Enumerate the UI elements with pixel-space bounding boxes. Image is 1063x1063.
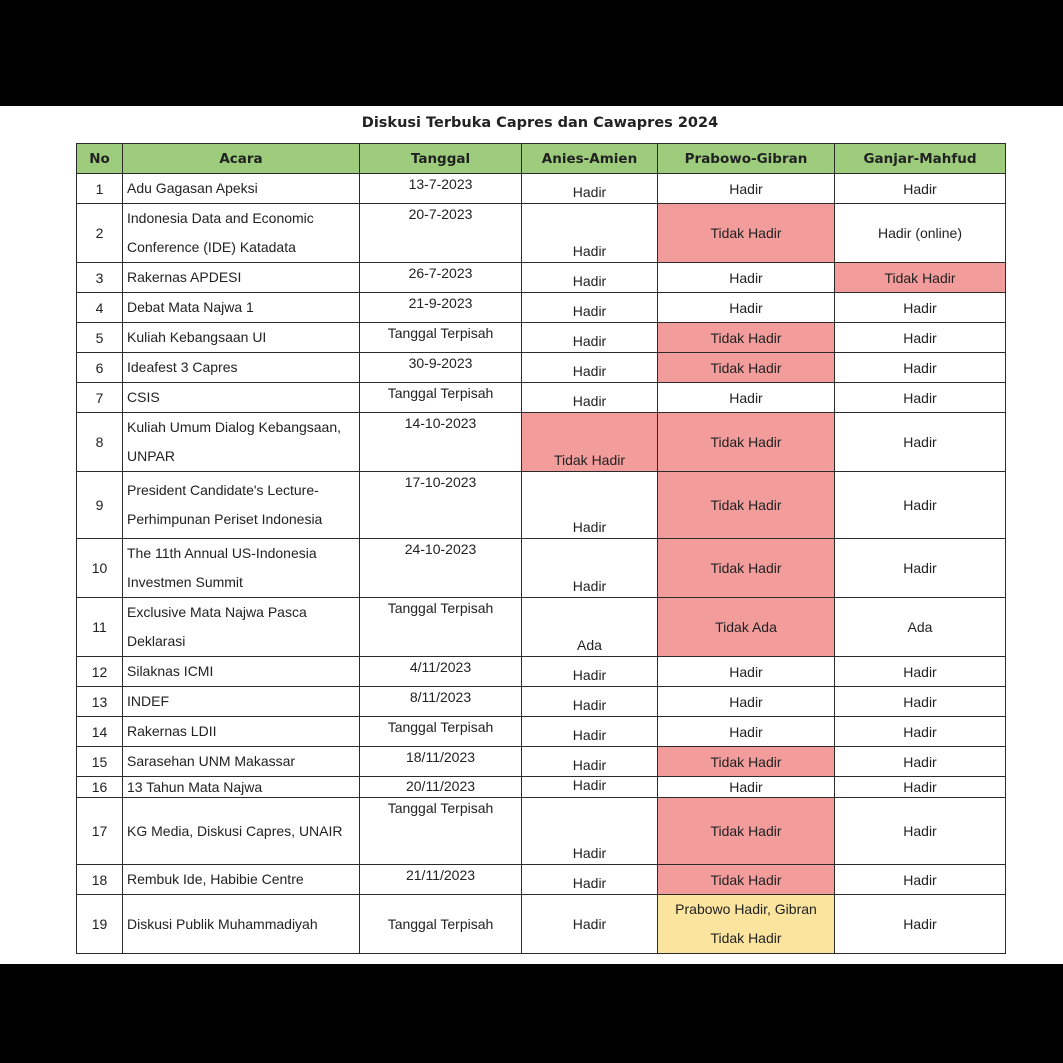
cell-ganjar-mahfud: Ada <box>835 598 1006 657</box>
cell-tanggal: 21-9-2023 <box>360 293 522 323</box>
cell-ganjar-mahfud: Hadir <box>835 472 1006 539</box>
cell-acara: Ideafest 3 Capres <box>123 353 360 383</box>
cell-ganjar-mahfud: Hadir <box>835 798 1006 865</box>
cell-tanggal: 4/11/2023 <box>360 657 522 687</box>
table-row <box>77 383 1006 413</box>
cell-prabowo-gibran: Prabowo Hadir, Gibran Tidak Hadir <box>658 895 835 954</box>
cell-prabowo-gibran: Hadir <box>658 383 835 413</box>
cell-prabowo-gibran: Hadir <box>658 717 835 747</box>
cell-anies-amien: Hadir <box>522 865 658 895</box>
cell-no: 11 <box>77 598 123 657</box>
cell-anies-amien: Hadir <box>522 383 658 413</box>
cell-ganjar-mahfud: Hadir <box>835 865 1006 895</box>
cell-anies-amien: Hadir <box>522 687 658 717</box>
cell-tanggal: 14-10-2023 <box>360 413 522 472</box>
cell-no: 3 <box>77 263 123 293</box>
header-no: No <box>77 144 123 174</box>
cell-ganjar-mahfud: Hadir <box>835 895 1006 954</box>
table-row <box>77 747 1006 777</box>
cell-ganjar-mahfud: Hadir <box>835 413 1006 472</box>
cell-tanggal: Tanggal Terpisah <box>360 717 522 747</box>
table-row <box>77 263 1006 293</box>
cell-no: 16 <box>77 777 123 798</box>
cell-anies-amien: Hadir <box>522 657 658 687</box>
cell-ganjar-mahfud: Tidak Hadir <box>835 263 1006 293</box>
cell-ganjar-mahfud: Hadir <box>835 383 1006 413</box>
cell-tanggal: Tanggal Terpisah <box>360 895 522 954</box>
cell-acara: Debat Mata Najwa 1 <box>123 293 360 323</box>
cell-acara: Silaknas ICMI <box>123 657 360 687</box>
table-row <box>77 472 1006 539</box>
cell-acara: Rakernas LDII <box>123 717 360 747</box>
cell-tanggal: 24-10-2023 <box>360 539 522 598</box>
cell-prabowo-gibran: Hadir <box>658 263 835 293</box>
cell-anies-amien: Hadir <box>522 174 658 204</box>
table-row <box>77 657 1006 687</box>
table-row <box>77 413 1006 472</box>
cell-no: 7 <box>77 383 123 413</box>
table-row <box>77 539 1006 598</box>
cell-prabowo-gibran: Tidak Hadir <box>658 204 835 263</box>
cell-anies-amien: Hadir <box>522 798 658 865</box>
cell-anies-amien: Hadir <box>522 717 658 747</box>
table-row <box>77 598 1006 657</box>
cell-anies-amien: Hadir <box>522 204 658 263</box>
cell-acara: Rembuk Ide, Habibie Centre <box>123 865 360 895</box>
cell-no: 9 <box>77 472 123 539</box>
cell-acara: KG Media, Diskusi Capres, UNAIR <box>123 798 360 865</box>
cell-anies-amien: Hadir <box>522 777 658 798</box>
cell-ganjar-mahfud: Hadir <box>835 777 1006 798</box>
cell-ganjar-mahfud: Hadir <box>835 657 1006 687</box>
table-row <box>77 174 1006 204</box>
table-row <box>77 798 1006 865</box>
attendance-table <box>76 143 1006 954</box>
cell-prabowo-gibran: Tidak Hadir <box>658 413 835 472</box>
cell-anies-amien: Hadir <box>522 747 658 777</box>
cell-no: 1 <box>77 174 123 204</box>
table-row <box>77 865 1006 895</box>
cell-anies-amien: Hadir <box>522 353 658 383</box>
cell-acara: INDEF <box>123 687 360 717</box>
table-row <box>77 353 1006 383</box>
cell-tanggal: Tanggal Terpisah <box>360 598 522 657</box>
cell-ganjar-mahfud: Hadir <box>835 717 1006 747</box>
cell-prabowo-gibran: Tidak Hadir <box>658 798 835 865</box>
spreadsheet-sheet <box>0 106 1063 964</box>
cell-acara: Diskusi Publik Muhammadiyah <box>123 895 360 954</box>
table-row <box>77 293 1006 323</box>
header-prabowo-gibran: Prabowo-Gibran <box>658 144 835 174</box>
table-row <box>77 204 1006 263</box>
cell-acara: Indonesia Data and Economic Conference (IDE) Katadata <box>123 204 360 263</box>
cell-acara: President Candidate's Lecture-Perhimpunan Periset Indonesia <box>123 472 360 539</box>
cell-no: 19 <box>77 895 123 954</box>
cell-no: 17 <box>77 798 123 865</box>
cell-ganjar-mahfud: Hadir <box>835 747 1006 777</box>
cell-prabowo-gibran: Tidak Ada <box>658 598 835 657</box>
cell-no: 2 <box>77 204 123 263</box>
cell-acara: Exclusive Mata Najwa Pasca Deklarasi <box>123 598 360 657</box>
cell-tanggal: 18/11/2023 <box>360 747 522 777</box>
header-tanggal: Tanggal <box>360 144 522 174</box>
cell-prabowo-gibran: Hadir <box>658 174 835 204</box>
cell-ganjar-mahfud: Hadir <box>835 687 1006 717</box>
cell-anies-amien: Hadir <box>522 323 658 353</box>
cell-no: 14 <box>77 717 123 747</box>
cell-anies-amien: Hadir <box>522 472 658 539</box>
cell-acara: Kuliah Umum Dialog Kebangsaan, UNPAR <box>123 413 360 472</box>
cell-acara: Adu Gagasan Apeksi <box>123 174 360 204</box>
table-row <box>77 717 1006 747</box>
table-row <box>77 895 1006 954</box>
cell-prabowo-gibran: Tidak Hadir <box>658 353 835 383</box>
cell-prabowo-gibran: Tidak Hadir <box>658 865 835 895</box>
table-row <box>77 777 1006 798</box>
cell-ganjar-mahfud: Hadir <box>835 293 1006 323</box>
cell-ganjar-mahfud: Hadir (online) <box>835 204 1006 263</box>
cell-no: 5 <box>77 323 123 353</box>
cell-acara: Rakernas APDESI <box>123 263 360 293</box>
cell-prabowo-gibran: Hadir <box>658 777 835 798</box>
cell-prabowo-gibran: Hadir <box>658 657 835 687</box>
cell-no: 15 <box>77 747 123 777</box>
table-row <box>77 323 1006 353</box>
cell-anies-amien: Hadir <box>522 293 658 323</box>
cell-no: 10 <box>77 539 123 598</box>
cell-acara: CSIS <box>123 383 360 413</box>
cell-prabowo-gibran: Hadir <box>658 293 835 323</box>
header-row <box>77 144 1006 174</box>
cell-prabowo-gibran: Tidak Hadir <box>658 539 835 598</box>
cell-no: 6 <box>77 353 123 383</box>
cell-tanggal: 30-9-2023 <box>360 353 522 383</box>
cell-no: 18 <box>77 865 123 895</box>
cell-tanggal: 21/11/2023 <box>360 865 522 895</box>
cell-ganjar-mahfud: Hadir <box>835 174 1006 204</box>
cell-prabowo-gibran: Tidak Hadir <box>658 747 835 777</box>
cell-tanggal: 17-10-2023 <box>360 472 522 539</box>
cell-anies-amien: Ada <box>522 598 658 657</box>
cell-tanggal: 26-7-2023 <box>360 263 522 293</box>
cell-acara: 13 Tahun Mata Najwa <box>123 777 360 798</box>
cell-tanggal: 13-7-2023 <box>360 174 522 204</box>
cell-tanggal: Tanggal Terpisah <box>360 798 522 865</box>
cell-anies-amien: Hadir <box>522 263 658 293</box>
header-ganjar-mahfud: Ganjar-Mahfud <box>835 144 1006 174</box>
cell-prabowo-gibran: Hadir <box>658 687 835 717</box>
cell-tanggal: 20/11/2023 <box>360 777 522 798</box>
cell-no: 12 <box>77 657 123 687</box>
cell-ganjar-mahfud: Hadir <box>835 539 1006 598</box>
cell-tanggal: 20-7-2023 <box>360 204 522 263</box>
cell-prabowo-gibran: Tidak Hadir <box>658 323 835 353</box>
cell-tanggal: 8/11/2023 <box>360 687 522 717</box>
cell-tanggal: Tanggal Terpisah <box>360 383 522 413</box>
cell-acara: The 11th Annual US-Indonesia Investmen Summit <box>123 539 360 598</box>
header-anies-amien: Anies-Amien <box>522 144 658 174</box>
cell-tanggal: Tanggal Terpisah <box>360 323 522 353</box>
header-acara: Acara <box>123 144 360 174</box>
cell-anies-amien: Tidak Hadir <box>522 413 658 472</box>
cell-acara: Sarasehan UNM Makassar <box>123 747 360 777</box>
cell-acara: Kuliah Kebangsaan UI <box>123 323 360 353</box>
cell-no: 8 <box>77 413 123 472</box>
table-title: Diskusi Terbuka Capres dan Cawapres 2024 <box>361 115 719 131</box>
cell-anies-amien: Hadir <box>522 539 658 598</box>
cell-no: 4 <box>77 293 123 323</box>
cell-anies-amien: Hadir <box>522 895 658 954</box>
cell-prabowo-gibran: Tidak Hadir <box>658 472 835 539</box>
cell-no: 13 <box>77 687 123 717</box>
table-row <box>77 687 1006 717</box>
cell-ganjar-mahfud: Hadir <box>835 353 1006 383</box>
cell-ganjar-mahfud: Hadir <box>835 323 1006 353</box>
